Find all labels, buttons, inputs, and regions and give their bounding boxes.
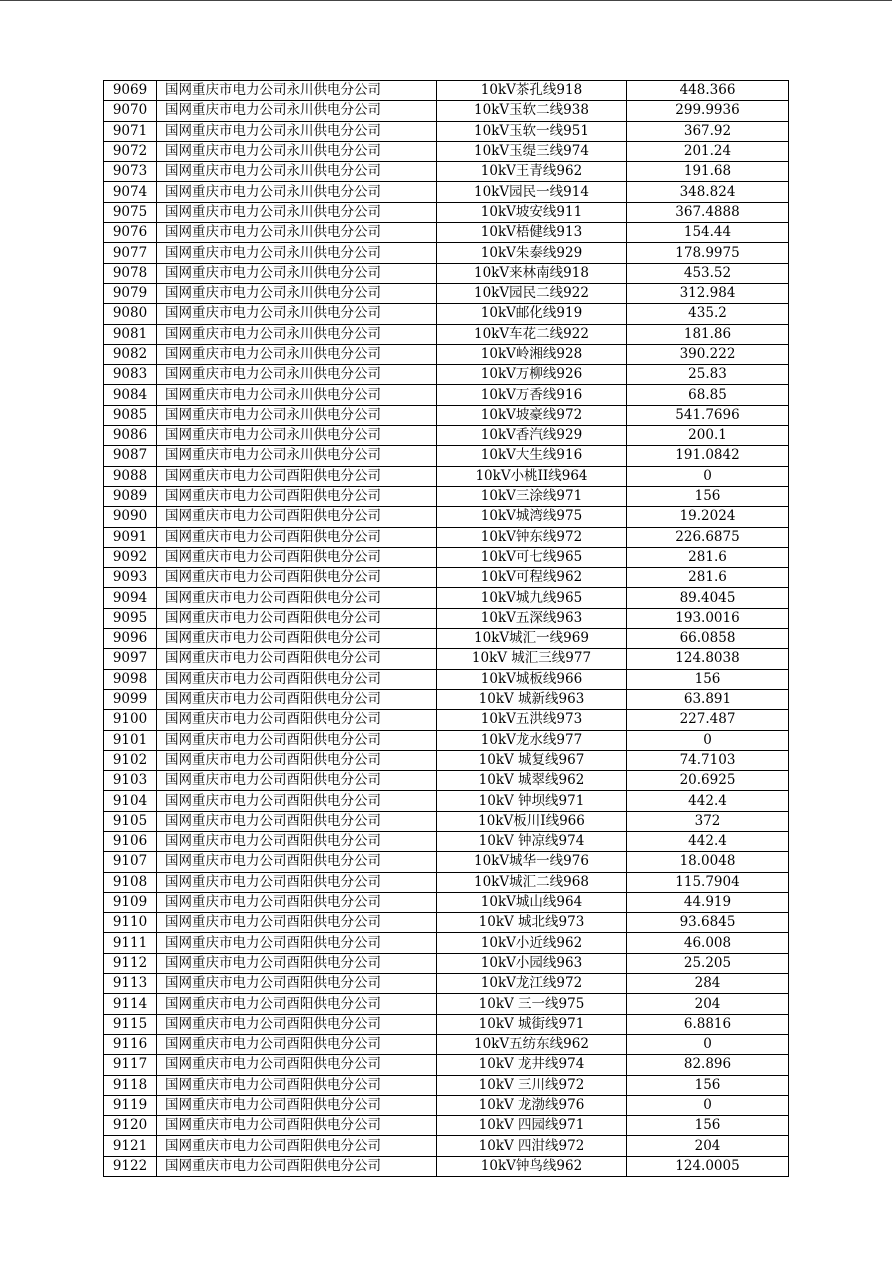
value-cell: 74.7103 [627, 750, 789, 770]
company-cell: 国网重庆市电力公司永川供电分公司 [157, 263, 437, 283]
company-cell: 国网重庆市电力公司酉阳供电分公司 [157, 629, 437, 649]
value-cell: 299.9936 [627, 101, 789, 121]
table-row [104, 629, 789, 649]
table-row [104, 446, 789, 466]
line-name-cell: 10kV城山线964 [437, 892, 627, 912]
value-cell: 63.891 [627, 689, 789, 709]
row-number-cell: 9109 [104, 892, 157, 912]
row-number-cell: 9122 [104, 1156, 157, 1176]
value-cell: 115.7904 [627, 872, 789, 892]
value-cell: 0 [627, 466, 789, 486]
value-cell: 178.9975 [627, 243, 789, 263]
row-number-cell: 9085 [104, 405, 157, 425]
line-name-cell: 10kV小桃II线964 [437, 466, 627, 486]
table-row [104, 426, 789, 446]
row-number-cell: 9104 [104, 791, 157, 811]
line-name-cell: 10kV小近线962 [437, 933, 627, 953]
row-number-cell: 9070 [104, 101, 157, 121]
value-cell: 442.4 [627, 791, 789, 811]
table-row [104, 1055, 789, 1075]
value-cell: 66.0858 [627, 629, 789, 649]
line-name-cell: 10kV城华一线976 [437, 852, 627, 872]
table-row [104, 771, 789, 791]
row-number-cell: 9118 [104, 1075, 157, 1095]
line-name-cell: 10kV玉软一线951 [437, 121, 627, 141]
line-name-cell: 10kV车花二线922 [437, 324, 627, 344]
table-row [104, 852, 789, 872]
table-row [104, 385, 789, 405]
table-row [104, 243, 789, 263]
company-cell: 国网重庆市电力公司酉阳供电分公司 [157, 689, 437, 709]
company-cell: 国网重庆市电力公司酉阳供电分公司 [157, 669, 437, 689]
row-number-cell: 9086 [104, 426, 157, 446]
company-cell: 国网重庆市电力公司永川供电分公司 [157, 223, 437, 243]
row-number-cell: 9083 [104, 365, 157, 385]
table-row [104, 750, 789, 770]
line-name-cell: 10kV玉软二线938 [437, 101, 627, 121]
table-row [104, 669, 789, 689]
table-row [104, 405, 789, 425]
row-number-cell: 9091 [104, 527, 157, 547]
company-cell: 国网重庆市电力公司酉阳供电分公司 [157, 1095, 437, 1115]
table-row [104, 304, 789, 324]
row-number-cell: 9103 [104, 771, 157, 791]
table-row [104, 365, 789, 385]
company-cell: 国网重庆市电力公司永川供电分公司 [157, 81, 437, 101]
line-name-cell: 10kV小园线963 [437, 953, 627, 973]
table-row [104, 1095, 789, 1115]
row-number-cell: 9107 [104, 852, 157, 872]
row-number-cell: 9114 [104, 994, 157, 1014]
line-name-cell: 10kV城板线966 [437, 669, 627, 689]
row-number-cell: 9084 [104, 385, 157, 405]
line-name-cell: 10kV 三川线972 [437, 1075, 627, 1095]
company-cell: 国网重庆市电力公司永川供电分公司 [157, 121, 437, 141]
value-cell: 312.984 [627, 283, 789, 303]
row-number-cell: 9105 [104, 811, 157, 831]
line-name-cell: 10kV来林南线918 [437, 263, 627, 283]
table-body [104, 81, 789, 1177]
line-name-cell: 10kV坡豪线972 [437, 405, 627, 425]
table-row [104, 994, 789, 1014]
line-name-cell: 10kV 城汇三线977 [437, 649, 627, 669]
line-name-cell: 10kV邮化线919 [437, 304, 627, 324]
row-number-cell: 9120 [104, 1116, 157, 1136]
row-number-cell: 9089 [104, 486, 157, 506]
value-cell: 348.824 [627, 182, 789, 202]
table-row [104, 507, 789, 527]
value-cell: 0 [627, 1034, 789, 1054]
row-number-cell: 9108 [104, 872, 157, 892]
value-cell: 18.0048 [627, 852, 789, 872]
table-row [104, 527, 789, 547]
company-cell: 国网重庆市电力公司酉阳供电分公司 [157, 811, 437, 831]
company-cell: 国网重庆市电力公司酉阳供电分公司 [157, 710, 437, 730]
company-cell: 国网重庆市电力公司永川供电分公司 [157, 243, 437, 263]
row-number-cell: 9080 [104, 304, 157, 324]
value-cell: 284 [627, 974, 789, 994]
table-row [104, 1034, 789, 1054]
value-cell: 156 [627, 1075, 789, 1095]
line-name-cell: 10kV龙江线972 [437, 974, 627, 994]
row-number-cell: 9090 [104, 507, 157, 527]
value-cell: 46.008 [627, 933, 789, 953]
row-number-cell: 9096 [104, 629, 157, 649]
row-number-cell: 9113 [104, 974, 157, 994]
value-cell: 367.4888 [627, 202, 789, 222]
table-row [104, 933, 789, 953]
row-number-cell: 9073 [104, 162, 157, 182]
company-cell: 国网重庆市电力公司永川供电分公司 [157, 283, 437, 303]
value-cell: 156 [627, 669, 789, 689]
company-cell: 国网重庆市电力公司酉阳供电分公司 [157, 1034, 437, 1054]
value-cell: 181.86 [627, 324, 789, 344]
row-number-cell: 9087 [104, 446, 157, 466]
line-name-cell: 10kV玉缇三线974 [437, 141, 627, 161]
table-row [104, 689, 789, 709]
line-name-cell: 10kV钟鸟线962 [437, 1156, 627, 1176]
line-name-cell: 10kV香汽线929 [437, 426, 627, 446]
line-name-cell: 10kV五深线963 [437, 608, 627, 628]
line-name-cell: 10kV五纺东线962 [437, 1034, 627, 1054]
value-cell: 25.205 [627, 953, 789, 973]
value-cell: 6.8816 [627, 1014, 789, 1034]
company-cell: 国网重庆市电力公司酉阳供电分公司 [157, 1055, 437, 1075]
table-row [104, 730, 789, 750]
table-row [104, 121, 789, 141]
value-cell: 193.0016 [627, 608, 789, 628]
row-number-cell: 9079 [104, 283, 157, 303]
table-row [104, 182, 789, 202]
company-cell: 国网重庆市电力公司酉阳供电分公司 [157, 1136, 437, 1156]
table-row [104, 974, 789, 994]
value-cell: 367.92 [627, 121, 789, 141]
table-row [104, 791, 789, 811]
line-name-cell: 10kV龙水线977 [437, 730, 627, 750]
line-name-cell: 10kV 龙井线974 [437, 1055, 627, 1075]
company-cell: 国网重庆市电力公司永川供电分公司 [157, 182, 437, 202]
row-number-cell: 9082 [104, 344, 157, 364]
table-row [104, 1156, 789, 1176]
company-cell: 国网重庆市电力公司永川供电分公司 [157, 446, 437, 466]
company-cell: 国网重庆市电力公司酉阳供电分公司 [157, 1116, 437, 1136]
company-cell: 国网重庆市电力公司酉阳供电分公司 [157, 568, 437, 588]
table-row [104, 872, 789, 892]
company-cell: 国网重庆市电力公司酉阳供电分公司 [157, 892, 437, 912]
table-row [104, 649, 789, 669]
company-cell: 国网重庆市电力公司永川供电分公司 [157, 344, 437, 364]
line-name-cell: 10kV万香线916 [437, 385, 627, 405]
table-row [104, 344, 789, 364]
table-row [104, 324, 789, 344]
company-cell: 国网重庆市电力公司永川供电分公司 [157, 324, 437, 344]
row-number-cell: 9117 [104, 1055, 157, 1075]
value-cell: 453.52 [627, 263, 789, 283]
line-name-cell: 10kV可七线965 [437, 547, 627, 567]
company-cell: 国网重庆市电力公司酉阳供电分公司 [157, 771, 437, 791]
value-cell: 372 [627, 811, 789, 831]
line-name-cell: 10kV万柳线926 [437, 365, 627, 385]
company-cell: 国网重庆市电力公司酉阳供电分公司 [157, 507, 437, 527]
company-cell: 国网重庆市电力公司酉阳供电分公司 [157, 1075, 437, 1095]
company-cell: 国网重庆市电力公司酉阳供电分公司 [157, 588, 437, 608]
row-number-cell: 9094 [104, 588, 157, 608]
line-name-cell: 10kV 城新线963 [437, 689, 627, 709]
value-cell: 201.24 [627, 141, 789, 161]
value-cell: 124.8038 [627, 649, 789, 669]
company-cell: 国网重庆市电力公司永川供电分公司 [157, 162, 437, 182]
table-row [104, 263, 789, 283]
table-row [104, 81, 789, 101]
line-name-cell: 10kV 城复线967 [437, 750, 627, 770]
line-name-cell: 10kV梧健线913 [437, 223, 627, 243]
table-row [104, 831, 789, 851]
line-name-cell: 10kV大生线916 [437, 446, 627, 466]
value-cell: 204 [627, 1136, 789, 1156]
line-name-cell: 10kV三涂线971 [437, 486, 627, 506]
page-top-border [0, 0, 892, 1]
value-cell: 19.2024 [627, 507, 789, 527]
value-cell: 281.6 [627, 547, 789, 567]
row-number-cell: 9119 [104, 1095, 157, 1115]
table-row [104, 466, 789, 486]
company-cell: 国网重庆市电力公司酉阳供电分公司 [157, 608, 437, 628]
line-name-cell: 10kV 三一线975 [437, 994, 627, 1014]
line-name-cell: 10kV王青线962 [437, 162, 627, 182]
company-cell: 国网重庆市电力公司永川供电分公司 [157, 405, 437, 425]
line-name-cell: 10kV 四泔线972 [437, 1136, 627, 1156]
row-number-cell: 9078 [104, 263, 157, 283]
line-name-cell: 10kV岭湘线928 [437, 344, 627, 364]
value-cell: 200.1 [627, 426, 789, 446]
row-number-cell: 9115 [104, 1014, 157, 1034]
value-cell: 25.83 [627, 365, 789, 385]
company-cell: 国网重庆市电力公司永川供电分公司 [157, 304, 437, 324]
value-cell: 0 [627, 730, 789, 750]
row-number-cell: 9100 [104, 710, 157, 730]
value-cell: 124.0005 [627, 1156, 789, 1176]
value-cell: 448.366 [627, 81, 789, 101]
value-cell: 390.222 [627, 344, 789, 364]
row-number-cell: 9077 [104, 243, 157, 263]
row-number-cell: 9121 [104, 1136, 157, 1156]
value-cell: 0 [627, 1095, 789, 1115]
line-name-cell: 10kV城湾线975 [437, 507, 627, 527]
row-number-cell: 9101 [104, 730, 157, 750]
row-number-cell: 9098 [104, 669, 157, 689]
company-cell: 国网重庆市电力公司酉阳供电分公司 [157, 730, 437, 750]
company-cell: 国网重庆市电力公司永川供电分公司 [157, 426, 437, 446]
row-number-cell: 9110 [104, 913, 157, 933]
row-number-cell: 9111 [104, 933, 157, 953]
table-row [104, 1136, 789, 1156]
table-row [104, 1014, 789, 1034]
table-row [104, 608, 789, 628]
line-name-cell: 10kV城九线965 [437, 588, 627, 608]
line-name-cell: 10kV茶孔线918 [437, 81, 627, 101]
company-cell: 国网重庆市电力公司酉阳供电分公司 [157, 872, 437, 892]
table-row [104, 892, 789, 912]
table-row [104, 283, 789, 303]
row-number-cell: 9071 [104, 121, 157, 141]
row-number-cell: 9099 [104, 689, 157, 709]
row-number-cell: 9116 [104, 1034, 157, 1054]
value-cell: 156 [627, 486, 789, 506]
value-cell: 20.6925 [627, 771, 789, 791]
value-cell: 156 [627, 1116, 789, 1136]
company-cell: 国网重庆市电力公司酉阳供电分公司 [157, 750, 437, 770]
table-row [104, 953, 789, 973]
row-number-cell: 9072 [104, 141, 157, 161]
line-name-cell: 10kV园民二线922 [437, 283, 627, 303]
table-row [104, 162, 789, 182]
company-cell: 国网重庆市电力公司酉阳供电分公司 [157, 1014, 437, 1034]
company-cell: 国网重庆市电力公司永川供电分公司 [157, 141, 437, 161]
company-cell: 国网重庆市电力公司酉阳供电分公司 [157, 1156, 437, 1176]
table-row [104, 202, 789, 222]
row-number-cell: 9092 [104, 547, 157, 567]
line-name-cell: 10kV 钟凉线974 [437, 831, 627, 851]
row-number-cell: 9102 [104, 750, 157, 770]
row-number-cell: 9076 [104, 223, 157, 243]
value-cell: 204 [627, 994, 789, 1014]
value-cell: 68.85 [627, 385, 789, 405]
company-cell: 国网重庆市电力公司永川供电分公司 [157, 385, 437, 405]
company-cell: 国网重庆市电力公司永川供电分公司 [157, 101, 437, 121]
line-name-cell: 10kV 城北线973 [437, 913, 627, 933]
company-cell: 国网重庆市电力公司酉阳供电分公司 [157, 933, 437, 953]
value-cell: 93.6845 [627, 913, 789, 933]
value-cell: 435.2 [627, 304, 789, 324]
value-cell: 82.896 [627, 1055, 789, 1075]
company-cell: 国网重庆市电力公司酉阳供电分公司 [157, 974, 437, 994]
value-cell: 191.68 [627, 162, 789, 182]
company-cell: 国网重庆市电力公司酉阳供电分公司 [157, 791, 437, 811]
row-number-cell: 9097 [104, 649, 157, 669]
company-cell: 国网重庆市电力公司酉阳供电分公司 [157, 547, 437, 567]
line-name-cell: 10kV 龙渤线976 [437, 1095, 627, 1115]
row-number-cell: 9075 [104, 202, 157, 222]
row-number-cell: 9081 [104, 324, 157, 344]
company-cell: 国网重庆市电力公司酉阳供电分公司 [157, 953, 437, 973]
row-number-cell: 9069 [104, 81, 157, 101]
table-row [104, 1075, 789, 1095]
table-row [104, 486, 789, 506]
line-name-cell: 10kV板川I线966 [437, 811, 627, 831]
value-cell: 89.4045 [627, 588, 789, 608]
table-row [104, 141, 789, 161]
line-name-cell: 10kV可程线962 [437, 568, 627, 588]
company-cell: 国网重庆市电力公司酉阳供电分公司 [157, 831, 437, 851]
company-cell: 国网重庆市电力公司酉阳供电分公司 [157, 852, 437, 872]
line-name-cell: 10kV 城街线971 [437, 1014, 627, 1034]
value-cell: 44.919 [627, 892, 789, 912]
company-cell: 国网重庆市电力公司酉阳供电分公司 [157, 649, 437, 669]
line-name-cell: 10kV 城翠线962 [437, 771, 627, 791]
table-row [104, 101, 789, 121]
row-number-cell: 9106 [104, 831, 157, 851]
line-name-cell: 10kV城汇一线969 [437, 629, 627, 649]
company-cell: 国网重庆市电力公司酉阳供电分公司 [157, 486, 437, 506]
line-name-cell: 10kV 四园线971 [437, 1116, 627, 1136]
company-cell: 国网重庆市电力公司永川供电分公司 [157, 202, 437, 222]
table-row [104, 811, 789, 831]
row-number-cell: 9088 [104, 466, 157, 486]
value-cell: 281.6 [627, 568, 789, 588]
row-number-cell: 9112 [104, 953, 157, 973]
table-row [104, 1116, 789, 1136]
company-cell: 国网重庆市电力公司酉阳供电分公司 [157, 466, 437, 486]
company-cell: 国网重庆市电力公司酉阳供电分公司 [157, 527, 437, 547]
line-name-cell: 10kV朱泰线929 [437, 243, 627, 263]
table-row [104, 568, 789, 588]
value-cell: 191.0842 [627, 446, 789, 466]
table-row [104, 588, 789, 608]
table-row [104, 913, 789, 933]
table-row [104, 710, 789, 730]
line-name-cell: 10kV 钟坝线971 [437, 791, 627, 811]
row-number-cell: 9093 [104, 568, 157, 588]
line-name-cell: 10kV钟东线972 [437, 527, 627, 547]
line-name-cell: 10kV城汇二线968 [437, 872, 627, 892]
company-cell: 国网重庆市电力公司酉阳供电分公司 [157, 994, 437, 1014]
line-name-cell: 10kV坡安线911 [437, 202, 627, 222]
value-cell: 154.44 [627, 223, 789, 243]
table-row [104, 223, 789, 243]
row-number-cell: 9095 [104, 608, 157, 628]
company-cell: 国网重庆市电力公司酉阳供电分公司 [157, 913, 437, 933]
table-row [104, 547, 789, 567]
company-cell: 国网重庆市电力公司永川供电分公司 [157, 365, 437, 385]
value-cell: 541.7696 [627, 405, 789, 425]
line-name-cell: 10kV五洪线973 [437, 710, 627, 730]
data-table [103, 80, 789, 1177]
value-cell: 442.4 [627, 831, 789, 851]
value-cell: 227.487 [627, 710, 789, 730]
row-number-cell: 9074 [104, 182, 157, 202]
value-cell: 226.6875 [627, 527, 789, 547]
line-name-cell: 10kV园民一线914 [437, 182, 627, 202]
